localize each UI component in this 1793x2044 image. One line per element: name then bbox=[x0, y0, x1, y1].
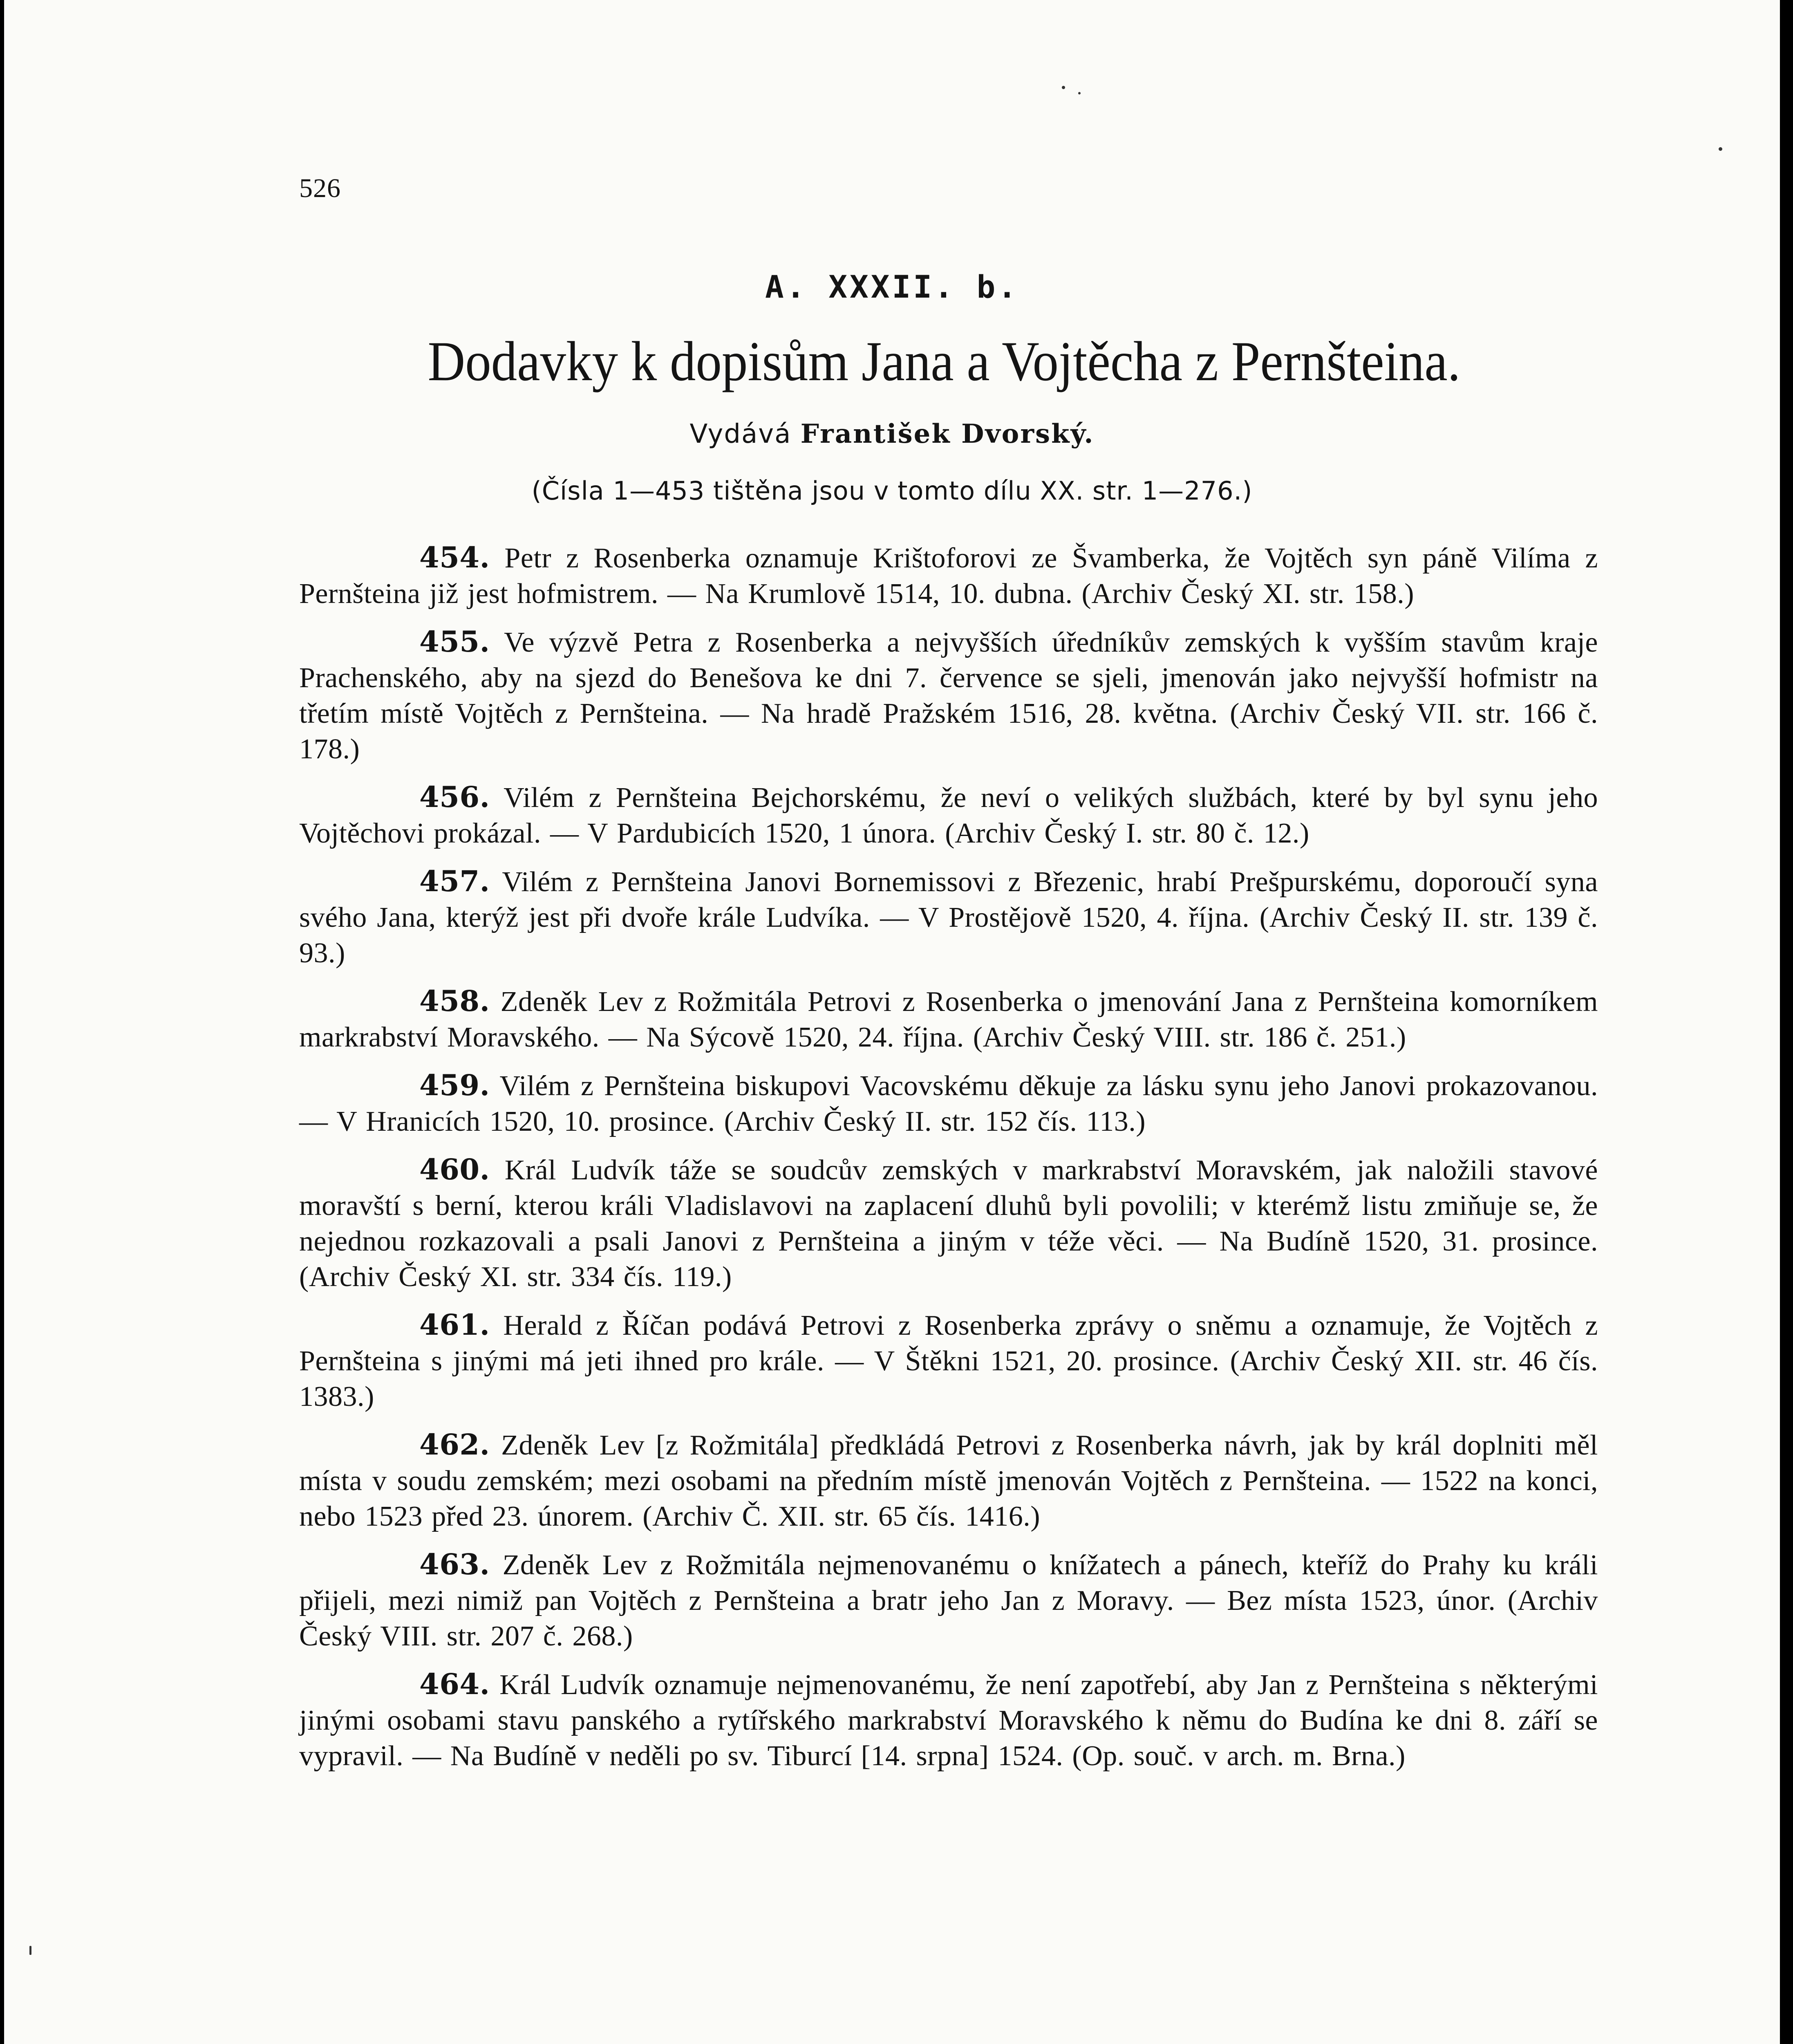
document-title: Dodavky k dopisům Jana a Vojtěcha z Pernšteina. bbox=[428, 330, 1461, 392]
entry-number: 457. bbox=[419, 864, 490, 898]
entry-455 bbox=[299, 624, 1598, 767]
ink-speck bbox=[1078, 92, 1081, 94]
editor-line bbox=[4, 421, 1780, 447]
entry-number: 463. bbox=[419, 1547, 490, 1581]
entry-457 bbox=[299, 863, 1598, 971]
entry-460 bbox=[299, 1152, 1598, 1295]
entry-text: Král Ludvík oznamuje nejmenovanému, že není zapotřebí, aby Jan z Pernšteina s některými jinými osobami stavu panského a rytířského markrabství Moravského k němu do Budína ke dni 8. září se vypravil. — Na Budíně v neděli po sv. Tiburcí [14. srpna] 1524. (Op. souč. v arch. m. Brna.) bbox=[299, 1669, 1598, 1772]
entry-text: Ve výzvě Petra z Rosenberka a nejvyšších úředníkův zemských k vyšším stavům kraje Prachenského, aby na sjezd do Benešova ke dni 7. července se sjeli, jmenován jako nejvyšší hofmistr na třetím místě Vojtěch z Pernšteina. — Na hradě Pražském 1516, 28. května. (Archiv Český VII. str. 166 č. 178.) bbox=[299, 627, 1598, 765]
entry-number: 455. bbox=[419, 625, 490, 659]
entry-454 bbox=[299, 540, 1598, 612]
entry-number: 464. bbox=[419, 1667, 490, 1701]
editor-prefix: Vydává bbox=[689, 419, 792, 449]
entry-text: Zdeněk Lev z Rožmitála Petrovi z Rosenberka o jmenování Jana z Pernšteina komorníkem markrabství Moravského. — Na Sýcově 1520, 24. října. (Archiv Český VIII. str. 186 č. 251.) bbox=[299, 986, 1598, 1053]
ink-speck bbox=[1062, 86, 1065, 89]
entry-number: 458. bbox=[419, 984, 490, 1018]
entry-456 bbox=[299, 779, 1598, 851]
section-label: A. XXXII. b. bbox=[765, 269, 1019, 305]
editor-name: František Dvorský. bbox=[800, 419, 1095, 449]
page-number: 526 bbox=[299, 173, 341, 203]
entry-461 bbox=[299, 1307, 1598, 1414]
entry-number: 461. bbox=[419, 1308, 490, 1342]
entry-text: Zdeněk Lev [z Rožmitála] předkládá Petrovi z Rosenberka návrh, jak by král doplniti měl místa v soudu zemském; mezi osobami na předním místě jmenován Vojtěch z Pernšteina. — 1522 na konci, nebo 1523 před 23. únorem. (Archiv Č. XII. str. 65 čís. 1416.) bbox=[299, 1430, 1598, 1532]
entry-number: 456. bbox=[419, 780, 490, 814]
document-page bbox=[4, 0, 1780, 2044]
entry-text: Herald z Říčan podává Petrovi z Rosenberka zprávy o sněmu a oznamuje, že Vojtěch z Pernšteina s jinými má jeti ihned pro krále. — V Štěkni 1521, 20. prosince. (Archiv Český XII. str. 46 čís. 1383.) bbox=[299, 1310, 1598, 1412]
entry-number: 460. bbox=[419, 1152, 490, 1186]
entry-list bbox=[299, 540, 1598, 1786]
entry-text: Petr z Rosenberka oznamuje Krištoforovi ze Švamberka, že Vojtěch syn páně Vilíma z Pernšteina již jest hofmistrem. — Na Krumlově 1514, 10. dubna. (Archiv Český XI. str. 158.) bbox=[299, 542, 1598, 610]
entry-number: 462. bbox=[419, 1428, 490, 1461]
entry-464 bbox=[299, 1666, 1598, 1774]
ink-speck bbox=[29, 1946, 31, 1955]
entry-459 bbox=[299, 1067, 1598, 1139]
numbering-note: (Čísla 1—453 tištěna jsou v tomto dílu XX. str. 1—276.) bbox=[531, 476, 1253, 506]
entry-text: Vilém z Pernšteina Janovi Bornemissovi z Březenic, hrabí Prešpurskému, doporoučí syna svého Jana, kterýž jest při dvoře krále Ludvíka. — V Prostějově 1520, 4. října. (Archiv Český II. str. 139 č. 93.) bbox=[299, 866, 1598, 969]
entry-458 bbox=[299, 983, 1598, 1055]
entry-text: Vilém z Pernšteina Bejchorskému, že neví o velikých službách, které by byl synu jeho Vojtěchovi prokázal. — V Pardubicích 1520, 1 února. (Archiv Český I. str. 80 č. 12.) bbox=[299, 782, 1598, 849]
entry-text: Zdeněk Lev z Rožmitála nejmenovanému o knížatech a pánech, kteříž do Prahy ku králi přijeli, mezi nimiž pan Vojtěch z Pernšteina a bratr jeho Jan z Moravy. — Bez místa 1523, únor. (Archiv Český VIII. str. 207 č. 268.) bbox=[299, 1549, 1598, 1652]
entry-number: 454. bbox=[419, 540, 490, 574]
entry-text: Vilém z Pernšteina biskupovi Vacovskému děkuje za lásku synu jeho Janovi prokazovanou. — V Hranicích 1520, 10. prosince. (Archiv Český II. str. 152 čís. 113.) bbox=[299, 1070, 1598, 1137]
entry-number: 459. bbox=[419, 1068, 490, 1102]
entry-text: Král Ludvík táže se soudcův zemských v markrabství Moravském, jak naložili stavové moravští s berní, kterou králi Vladislavovi na zaplacení dluhů byli povolili; v kterémž listu zmiňuje se, že nejednou rozkazovali a psali Janovi z Pernšteina a jiným v téže věci. — Na Budíně 1520, 31. prosince. (Archiv Český XI. str. 334 čís. 119.) bbox=[299, 1154, 1598, 1293]
entry-463 bbox=[299, 1546, 1598, 1654]
ink-speck bbox=[1719, 147, 1722, 151]
entry-462 bbox=[299, 1427, 1598, 1534]
